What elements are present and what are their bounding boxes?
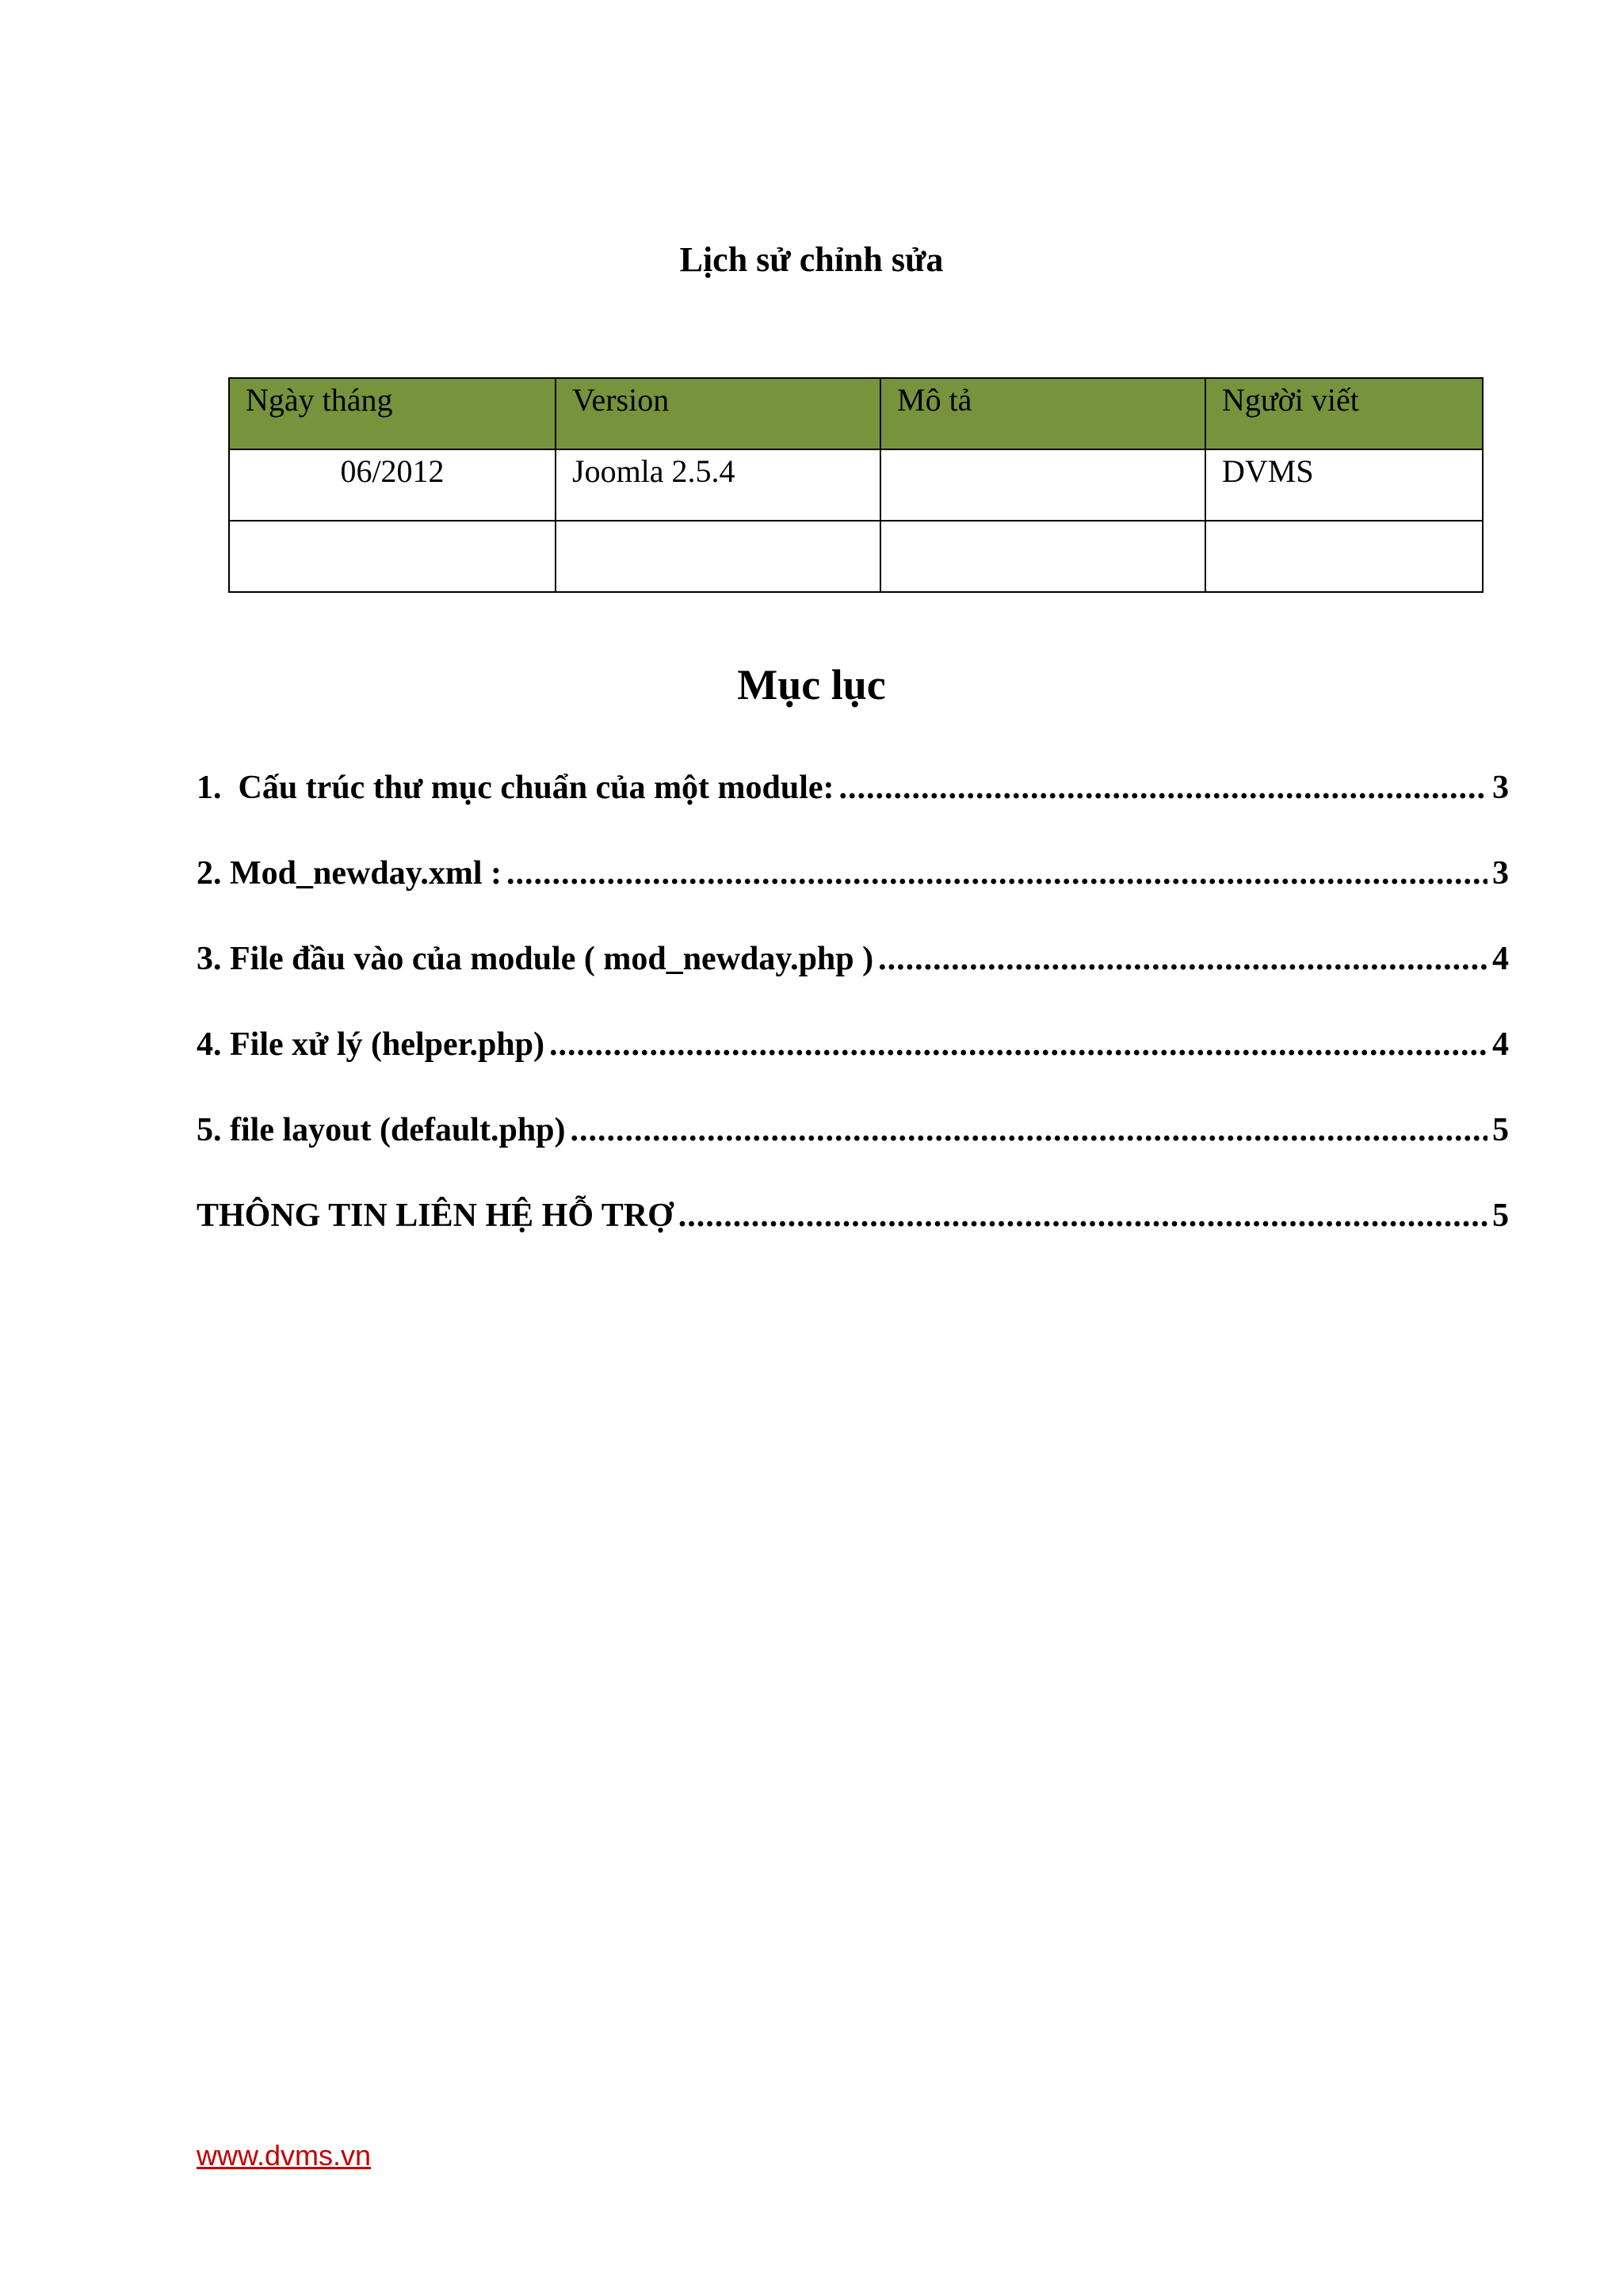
header-date: Ngày tháng xyxy=(229,378,556,449)
toc-leader-dots xyxy=(506,853,1487,894)
toc-entry-label: 2. Mod_newday.xml : xyxy=(197,855,502,892)
toc-leader-dots xyxy=(878,938,1487,980)
cell-date xyxy=(229,521,556,592)
header-description: Mô tả xyxy=(880,378,1205,449)
toc-entry[interactable] xyxy=(197,1195,1509,1281)
cell-date: 06/2012 xyxy=(229,449,556,521)
toc-entry-label: 1. Cấu trúc thư mục chuẩn của một module: xyxy=(197,770,834,806)
toc-page-number: 5 xyxy=(1492,1198,1509,1234)
toc-entry[interactable] xyxy=(197,1110,1509,1195)
toc-page-number: 5 xyxy=(1492,1112,1509,1148)
toc-leader-dots xyxy=(839,767,1487,808)
toc-page-number: 3 xyxy=(1492,855,1509,892)
table-of-contents xyxy=(197,767,1509,1281)
footer-website-link[interactable]: www.dvms.vn xyxy=(197,2139,372,2172)
cell-version xyxy=(556,521,880,592)
toc-entry[interactable] xyxy=(197,853,1509,938)
cell-author xyxy=(1205,521,1483,592)
toc-entry[interactable] xyxy=(197,1024,1509,1110)
revision-history-table xyxy=(228,377,1484,593)
toc-entry-label: 5. file layout (default.php) xyxy=(197,1112,566,1148)
cell-author: DVMS xyxy=(1205,449,1483,521)
toc-entry[interactable] xyxy=(197,938,1509,1024)
header-author: Người viết xyxy=(1205,378,1483,449)
revision-history-title: Lịch sử chỉnh sửa xyxy=(679,240,944,279)
toc-page-number: 4 xyxy=(1492,1026,1509,1063)
toc-leader-dots xyxy=(571,1110,1487,1151)
cell-description xyxy=(880,449,1205,521)
toc-leader-dots xyxy=(678,1195,1487,1236)
table-row xyxy=(229,521,1483,592)
toc-leader-dots xyxy=(549,1024,1487,1065)
toc-entry-label: THÔNG TIN LIÊN HỆ HỖ TRỢ xyxy=(197,1198,674,1234)
toc-page-number: 3 xyxy=(1492,770,1509,806)
cell-description xyxy=(880,521,1205,592)
table-header-row xyxy=(229,378,1483,449)
table-row xyxy=(229,449,1483,521)
cell-version: Joomla 2.5.4 xyxy=(556,449,880,521)
toc-entry[interactable] xyxy=(197,767,1509,853)
toc-entry-label: 4. File xử lý (helper.php) xyxy=(197,1026,545,1063)
toc-title: Mục lục xyxy=(737,661,886,709)
toc-page-number: 4 xyxy=(1492,941,1509,977)
header-version: Version xyxy=(556,378,880,449)
toc-entry-label: 3. File đầu vào của module ( mod_newday.php ) xyxy=(197,941,874,977)
